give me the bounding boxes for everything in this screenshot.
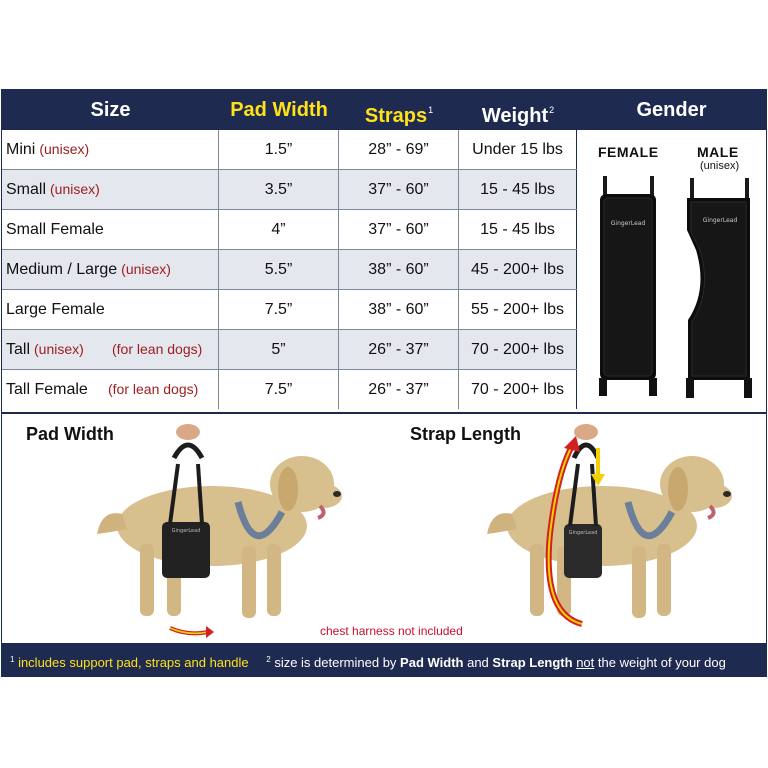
male-pad-brand: GingerLead (702, 217, 738, 224)
header-pad-width: Pad Width (230, 99, 328, 121)
dog-pad-width-image (97, 424, 342, 638)
row-straps: 37” - 60” (339, 170, 459, 209)
row-weight: 70 - 200+ lbs (459, 370, 577, 409)
row-size: Large Female (2, 290, 219, 329)
sizing-chart (1, 89, 767, 677)
row-straps: 37” - 60” (339, 210, 459, 249)
row-pad-width: 5” (219, 330, 339, 369)
male-pad-image (686, 178, 752, 398)
row-straps: 28” - 69” (339, 130, 459, 169)
row-size: Small (unisex) (2, 170, 219, 209)
table-row (2, 210, 577, 250)
table-row (2, 170, 577, 210)
dog-strap-length-image (487, 424, 732, 624)
table-header (2, 90, 766, 130)
row-size: Medium / Large (unisex) (2, 250, 219, 289)
row-weight: 15 - 45 lbs (459, 170, 577, 209)
row-straps: 26” - 37” (339, 370, 459, 409)
gender-panel (578, 130, 766, 412)
row-pad-width: 4” (219, 210, 339, 249)
row-weight: 15 - 45 lbs (459, 210, 577, 249)
row-size: Small Female (2, 210, 219, 249)
header-gender: Gender (636, 99, 707, 121)
header-straps: Straps$^1$ (364, 105, 434, 127)
female-pad-image (599, 176, 657, 396)
row-weight: 45 - 200+ lbs (459, 250, 577, 289)
row-pad-width: 1.5” (219, 130, 339, 169)
dog-illustrations (2, 414, 766, 644)
table-row (2, 330, 577, 370)
pad-width-title: Pad Width (26, 424, 114, 444)
row-size: Mini (unisex) (2, 130, 219, 169)
pad-brand-1: GingerLead (171, 528, 201, 534)
row-straps: 38” - 60” (339, 290, 459, 329)
male-sublabel: (unisex) (700, 160, 740, 172)
strap-length-title: Strap Length (410, 424, 521, 444)
pad-brand-2: GingerLead (568, 530, 598, 536)
row-size: Tall Female (for lean dogs) (2, 370, 219, 409)
footnote-bar: $^1$ includes support pad, straps and handle $^2$ size is determined by Pad Width and Strap Length not the weight of your dog (2, 643, 766, 676)
row-pad-width: 5.5” (219, 250, 339, 289)
row-pad-width: 7.5” (219, 370, 339, 409)
table-row (2, 370, 577, 410)
harness-note: chest harness not included (320, 624, 463, 638)
female-pad-brand: GingerLead (610, 220, 646, 227)
row-straps: 26” - 37” (339, 330, 459, 369)
header-size: Size (90, 99, 131, 121)
table-row (2, 130, 577, 170)
table-row (2, 250, 577, 290)
row-weight: 70 - 200+ lbs (459, 330, 577, 369)
female-label: FEMALE (598, 144, 659, 160)
row-weight: 55 - 200+ lbs (459, 290, 577, 329)
row-straps: 38” - 60” (339, 250, 459, 289)
row-pad-width: 7.5” (219, 290, 339, 329)
header-weight: Weight$^2$ (481, 105, 555, 127)
row-size: Tall (unisex) (for lean dogs) (2, 330, 219, 369)
pad-illustrations (578, 130, 766, 412)
row-weight: Under 15 lbs (459, 130, 577, 169)
male-label: MALE (697, 144, 739, 160)
row-pad-width: 3.5” (219, 170, 339, 209)
table-row (2, 290, 577, 330)
